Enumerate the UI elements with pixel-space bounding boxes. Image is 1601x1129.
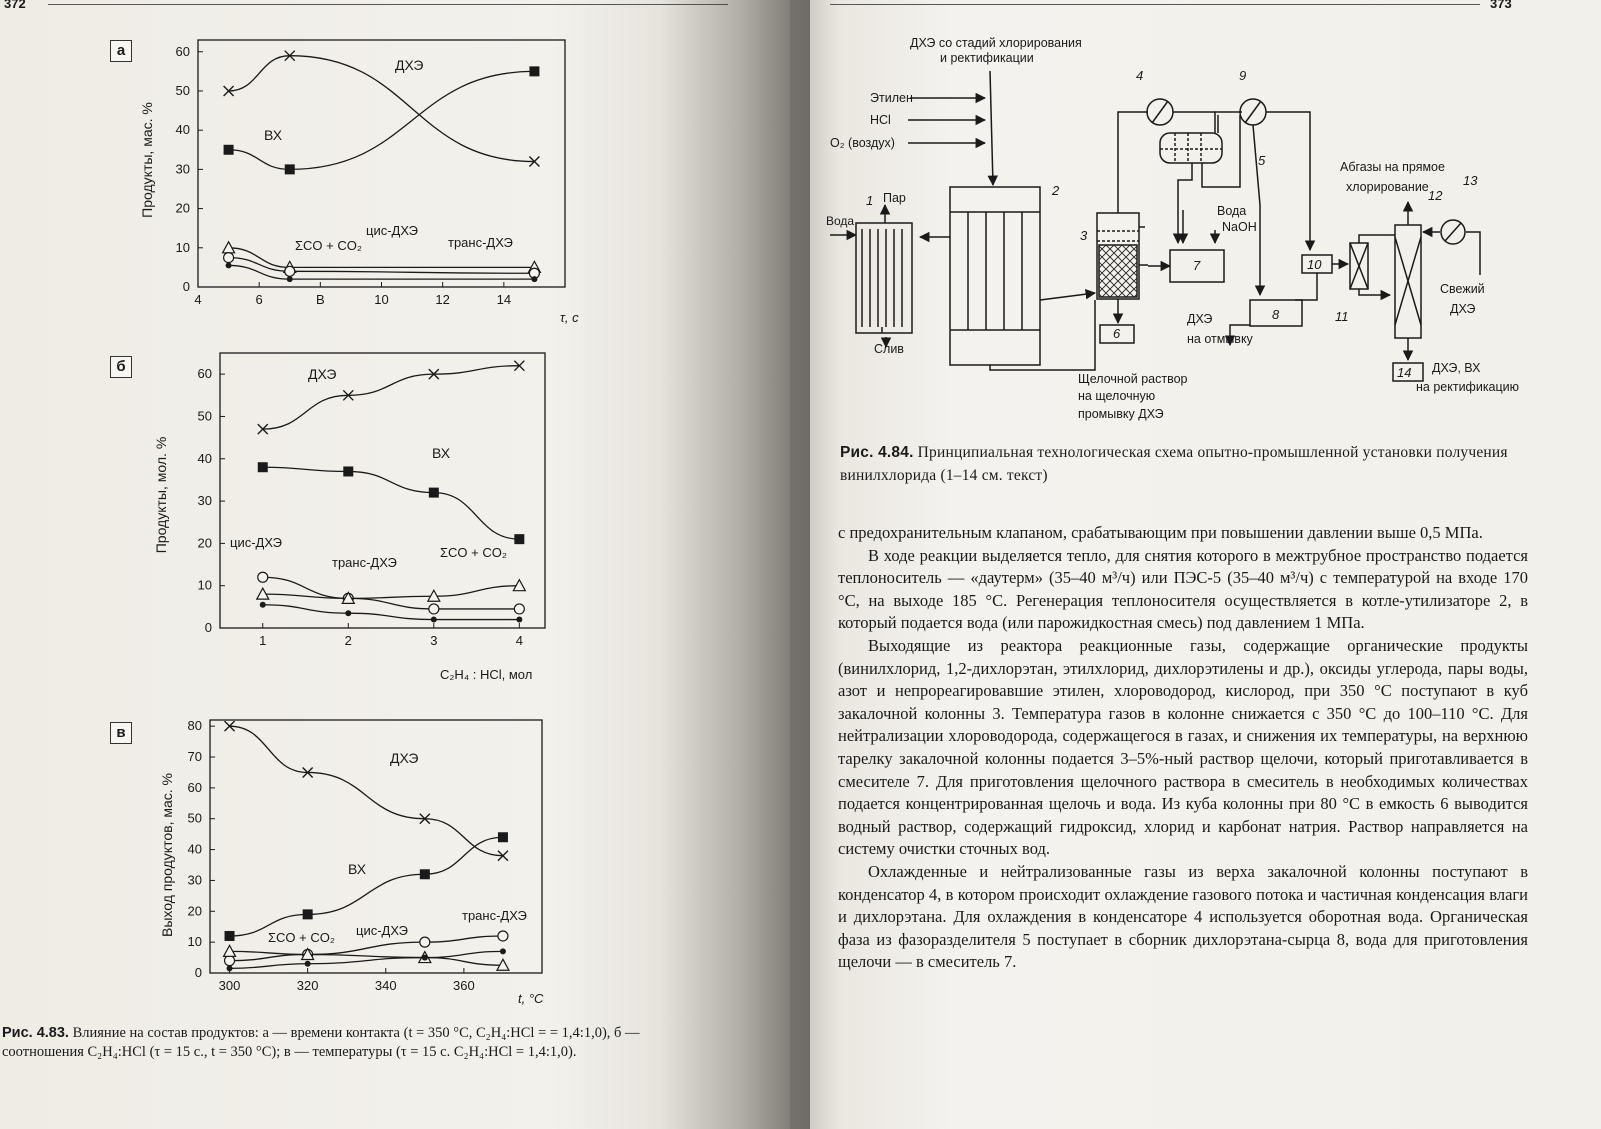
label-product-2: на ректификацию (1416, 380, 1520, 394)
figure-caption-4-83 (2, 1024, 708, 1062)
data-point-dot (345, 610, 351, 616)
chart-panel-b (140, 345, 570, 690)
label-trans: транс-ДХЭ (448, 235, 513, 250)
data-point-square (498, 832, 508, 842)
chart-panel-c (150, 710, 570, 1015)
series (224, 66, 540, 174)
series-line (263, 577, 520, 609)
caption-text: Влияние на состав продуктов: а — времени контакта (t = 350 °C, C₂H₄:HCl = = 1,4:1,0), б — соотношения C₂H₄:HCl (τ = 15 с., t = 350 °C); в — температуры (τ = 15 с. C₂H₄:HCl = 1,4:1,0). (2, 1025, 640, 1060)
num-8: 8 (1272, 307, 1280, 322)
y-tick-label: 30 (187, 872, 202, 888)
label-dce: ДХЭ (390, 750, 419, 766)
num-5: 5 (1258, 153, 1266, 168)
y-tick-label: 50 (197, 408, 212, 424)
label-vc: ВХ (264, 127, 283, 143)
paragraph: В ходе реакции выделяется тепло, для снятия которого в межтрубное пространство подается теплоноситель — «даутерм» (35–40 м³/ч) или ПЭС-5 (35–40 м³/ч) с температурой на входе 170 °C, на выходе 185 °C. Регенерация теплоносителя осуществляется в котле-утилизаторе 2, в который подается вода (или парожидкостная смесь) под давлением 1 МПа. (838, 545, 1528, 633)
y-tick-label: 30 (197, 493, 212, 509)
y-tick-label: 30 (175, 161, 190, 177)
series (224, 51, 540, 167)
chart-panel-a (130, 30, 590, 330)
label-inlet-dce-2: и ректификации (940, 51, 1034, 65)
header-rule (48, 4, 728, 5)
y-tick-label: 40 (187, 841, 202, 857)
label-dce-wash: ДХЭ (1187, 312, 1213, 326)
data-point-circle (514, 604, 524, 614)
x-axis-label: C₂H₄ : HCl, мол (440, 667, 533, 682)
left-page (0, 0, 790, 1129)
y-tick-label: 40 (197, 450, 212, 466)
num-12: 12 (1428, 188, 1443, 203)
x-axis-label: τ, с (560, 310, 579, 325)
data-point-dot (227, 965, 233, 971)
num-13: 13 (1463, 173, 1478, 188)
label-alkali-2: на щелочную (1078, 389, 1156, 403)
caption-text: Принципиальная технологическая схема опытно-промышленной установки получения винилхлорида (1–14 см. текст) (840, 444, 1508, 484)
x-tick-label: В (315, 292, 325, 307)
series-line (263, 467, 520, 539)
header-rule (830, 4, 1480, 5)
label-water: Вода (826, 214, 855, 228)
y-tick-label: 60 (175, 43, 190, 59)
y-tick-label: 50 (187, 810, 202, 826)
label-co: ΣCO + CO₂ (295, 238, 362, 253)
data-point-square (285, 164, 295, 174)
num-11: 11 (1335, 309, 1349, 324)
x-tick-label: 10 (374, 292, 389, 307)
num-10: 10 (1307, 257, 1322, 272)
series (224, 253, 540, 279)
series-line (229, 56, 535, 162)
label-drain: Слив (874, 342, 904, 356)
label-alkali: Щелочной раствор (1078, 372, 1188, 386)
data-point-circle (498, 931, 508, 941)
x-tick-label: 300 (218, 978, 241, 993)
data-point-square (514, 534, 524, 544)
y-tick-label: 10 (187, 934, 202, 950)
x-tick-label: 12 (435, 292, 450, 307)
y-tick-label: 20 (175, 200, 190, 216)
x-tick-label: 4 (515, 633, 523, 648)
y-tick-label: 10 (175, 239, 190, 255)
label-trans: транс-ДХЭ (462, 908, 527, 923)
caption-label: Рис. 4.84. (840, 444, 914, 461)
series-line (230, 726, 503, 856)
y-tick-label: 20 (197, 535, 212, 551)
y-axis-label: Продукты, мол. % (153, 436, 169, 554)
label-cis: цис-ДХЭ (230, 535, 282, 550)
series-line (263, 605, 520, 620)
x-tick-label: 2 (344, 633, 352, 648)
series-line (229, 248, 535, 268)
label-product: ДХЭ, ВХ (1432, 361, 1481, 375)
label-inlet-dce: ДХЭ со стадий хлорирования (910, 36, 1082, 50)
right-page (790, 0, 1601, 1129)
label-fresh-dce-2: ДХЭ (1450, 302, 1476, 316)
panel-b-tag: б (110, 356, 132, 378)
x-tick-label: 6 (255, 292, 263, 307)
label-fresh-dce: Свежий (1440, 282, 1485, 296)
y-axis-label: Продукты, мас. % (139, 102, 155, 218)
x-tick-label: 4 (194, 292, 202, 307)
data-point-square (303, 909, 313, 919)
figure-caption-4-84 (840, 441, 1530, 487)
y-tick-label: 0 (182, 279, 190, 294)
data-point-dot (226, 262, 232, 268)
label-dce: ДХЭ (395, 57, 424, 73)
paragraph: Охлажденные и нейтрализованные газы из верха закалочной колонны поступают в конденсатор 4, в котором происходит охлаждение газового потока и частичная конденсация влаги и дихлорэтана. Для охлаждения в конденсаторе 4 используется оборотная вода. Органическая фаза из фазоразделителя 5 поступает в сборник дихлорэтана-сырца 8, вода для приготовления щелочи — в смеситель 7. (838, 861, 1528, 972)
body-text (838, 522, 1528, 974)
x-axis-label: t, °C (518, 991, 544, 1006)
panel-a-tag: а (110, 40, 132, 62)
num-4: 4 (1136, 68, 1144, 83)
label-oxygen: O₂ (воздух) (830, 136, 895, 150)
label-co: ΣCO + CO₂ (440, 545, 507, 560)
num-9: 9 (1239, 68, 1247, 83)
label-dce-wash-2: на отмывку (1187, 332, 1253, 346)
series (258, 462, 525, 544)
panel-c-tag: в (110, 722, 132, 744)
process-flow-diagram (790, 25, 1601, 435)
data-point-circle (285, 266, 295, 276)
num-1: 1 (866, 193, 874, 208)
data-point-square (224, 145, 234, 155)
y-tick-label: 20 (187, 903, 202, 919)
y-tick-label: 40 (175, 122, 190, 138)
y-tick-label: 0 (204, 620, 212, 635)
series-line (229, 71, 535, 169)
data-point-dot (431, 617, 437, 623)
data-point-dot (500, 948, 506, 954)
series (258, 361, 525, 434)
x-tick-label: 14 (496, 292, 512, 307)
data-point-circle (224, 253, 234, 263)
paragraph: Выходящие из реактора реакционные газы, содержащие органические продукты (винилхлорид, 1,2-дихлорэтан, этилхлорид, дихлорэтилены и др.), оксиды углерода, пары воды, азот и непрореагировавшие этилен, хлороводород, кислород, при 350 °C поступают в куб закалочной колонны 3. Температура газов в колонне снижается с 350 °C до 100–110 °C. Для нейтрализации хлороводорода, содержащегося в газах, и снижения их температуры, на верхнюю тарелку закалочной колонны подается 3–5%-ный раствор щелочи, который приготавливается в смесителе 7. Для приготовления щелочного раствора в смеситель в необходимых количествах подается концентрированная щелочь и вода. Из куба колонны при 80 °C в емкость 6 выводится водный раствор, содержащий гидроксид, хлорид и карбонат натрия. Раствор направляется на систему очистки сточных вод. (838, 635, 1528, 859)
data-point-circle (258, 572, 268, 582)
x-tick-label: 360 (453, 978, 475, 993)
y-tick-label: 60 (187, 779, 202, 795)
num-3: 3 (1080, 228, 1088, 243)
label-offgas-2: хлорирование (1346, 180, 1429, 194)
data-point-square (420, 869, 430, 879)
label-naoh: NaOH (1222, 220, 1257, 234)
data-point-dot (260, 602, 266, 608)
data-point-dot (305, 961, 311, 967)
label-ethylene: Этилен (870, 91, 913, 105)
label-trans: транс-ДХЭ (332, 555, 397, 570)
data-point-circle (420, 937, 430, 947)
y-tick-label: 50 (175, 82, 190, 98)
x-tick-label: 320 (296, 978, 319, 993)
y-axis-label: Выход продуктов, мас. % (159, 773, 175, 937)
series (225, 721, 508, 861)
num-2: 2 (1052, 183, 1060, 198)
label-steam: Пар (883, 191, 906, 205)
data-point-circle (429, 604, 439, 614)
label-dce: ДХЭ (308, 366, 337, 382)
data-point-dot (531, 276, 537, 282)
num-14: 14 (1397, 365, 1412, 380)
label-alkali-3: промывку ДХЭ (1078, 407, 1164, 421)
num-7: 7 (1193, 258, 1201, 273)
data-point-circle (225, 956, 235, 966)
series (227, 948, 506, 971)
x-tick-label: 340 (374, 978, 397, 993)
series-line (263, 366, 520, 429)
x-tick-label: 1 (259, 633, 267, 648)
label-offgas: Абгазы на прямое (1340, 160, 1445, 174)
caption-label: Рис. 4.83. (2, 1025, 69, 1041)
y-tick-label: 60 (197, 366, 212, 382)
y-tick-label: 80 (187, 718, 202, 734)
data-point-square (258, 462, 268, 472)
data-point-square (225, 931, 235, 941)
series-line (263, 586, 520, 599)
data-point-square (529, 66, 539, 76)
label-cis: цис-ДХЭ (356, 923, 408, 938)
y-tick-label: 0 (194, 965, 202, 980)
paragraph: с предохранительным клапаном, срабатывающим при повышении давлении выше 0,5 МПа. (838, 523, 1483, 542)
series-line (230, 951, 503, 968)
data-point-dot (422, 955, 428, 961)
label-vc: ВХ (348, 861, 367, 877)
label-co: ΣCO + CO₂ (268, 930, 335, 945)
label-vc: ВХ (432, 445, 451, 461)
series-line (230, 951, 503, 965)
page-number: 372 (4, 0, 26, 11)
label-cis: цис-ДХЭ (366, 223, 418, 238)
series (260, 602, 523, 623)
data-point-dot (287, 276, 293, 282)
data-point-square (429, 488, 439, 498)
label-hcl: HCl (870, 113, 891, 127)
x-tick-label: 3 (430, 633, 438, 648)
y-tick-label: 70 (187, 749, 202, 765)
y-tick-label: 10 (197, 577, 212, 593)
data-point-square (343, 466, 353, 476)
num-6: 6 (1113, 326, 1121, 341)
data-point-dot (516, 617, 522, 623)
page-number: 373 (1490, 0, 1512, 11)
label-water-2: Вода (1217, 204, 1247, 218)
